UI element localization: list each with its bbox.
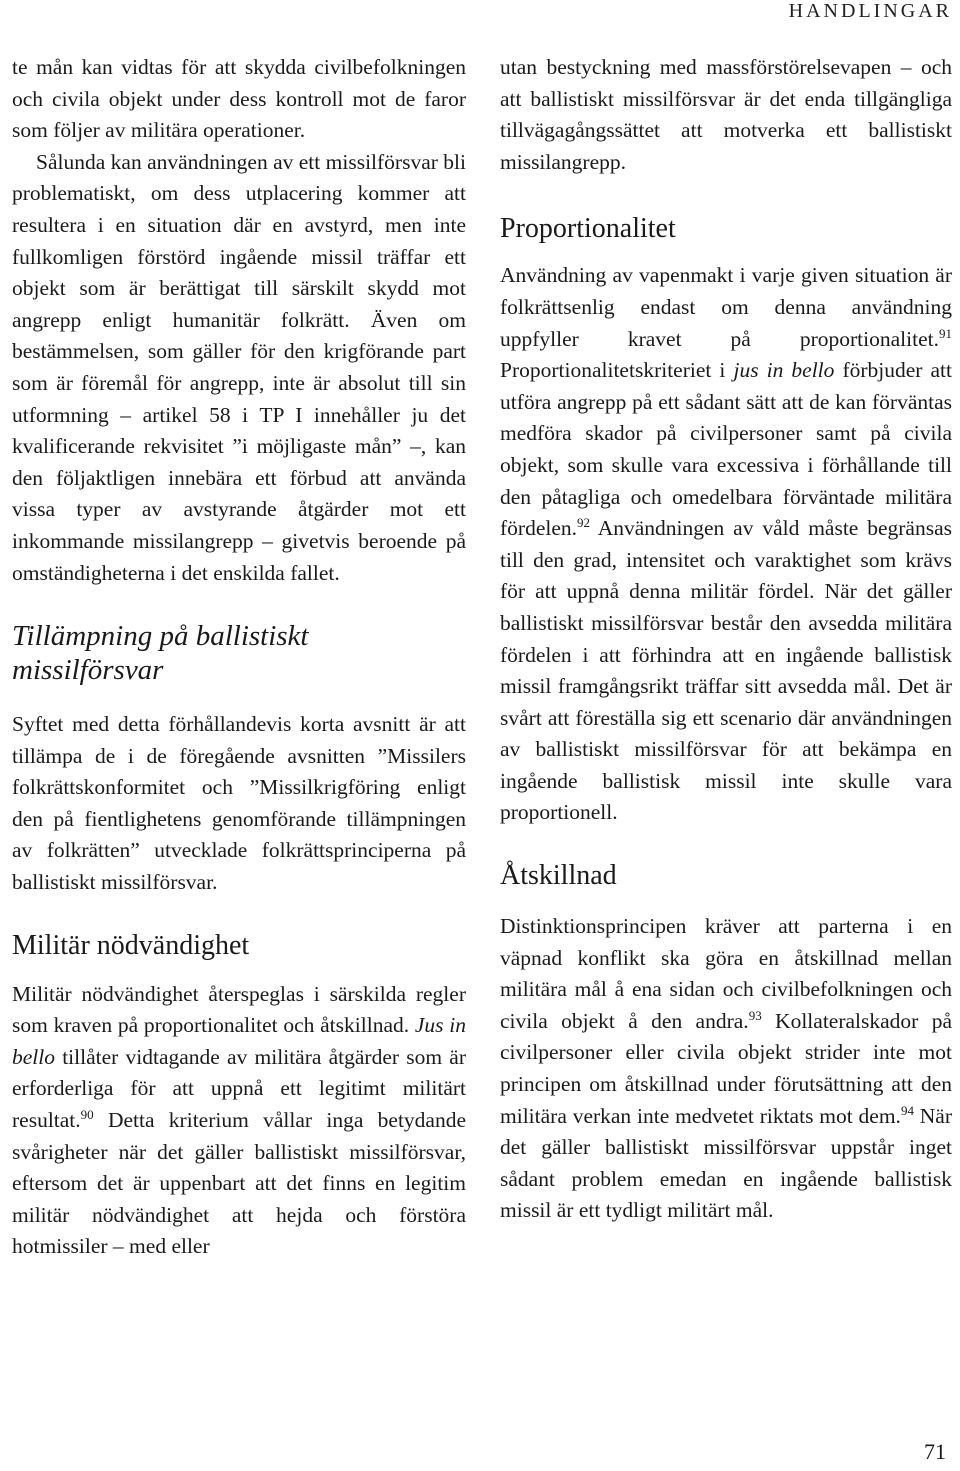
paragraph xyxy=(500,911,952,1227)
footnote-ref[interactable]: 92 xyxy=(577,514,591,530)
right-column xyxy=(500,52,952,1227)
text-run: Kollateralskador på civilpersoner eller civila objekt strider inte mot principen om åtskillnad under förutsättning att den militära verkan inte medvetet riktats mot dem. xyxy=(500,1008,952,1128)
paragraph: Syftet med detta förhållandevis korta avsnitt är att tillämpa de i de föregående avsnitten ”Missilers folkrättskonformitet och ”Missilkrigföring enligt den på fientlighetens genomförande tillämpningen av folkrätten” utvecklade folkrättsprinciperna på ballistiskt missilförsvar. xyxy=(12,712,466,895)
text-run: tillåter vidtagande av militära åtgärder som är erforderliga för att uppnå ett legitimt militärt resultat. xyxy=(12,1044,466,1133)
text-run: När det gäller ballistiskt missilförsvar uppstår inget sådant problem emedan en ingående ballistisk missil är ett tydligt militärt mål. xyxy=(500,1103,952,1223)
footnote-ref[interactable]: 94 xyxy=(900,1102,914,1118)
footnote-ref[interactable]: 90 xyxy=(80,1106,94,1122)
text-run: Proportionalitetskriteriet i xyxy=(500,358,734,383)
paragraph: te mån kan vidtas för att skydda civilbefolkningen och civila objekt under dess kontroll mot de faror som följer av militära operationer. xyxy=(12,55,466,143)
paragraph xyxy=(500,260,952,829)
paragraph xyxy=(12,979,466,1263)
section-heading-military-necessity: Militär nödvändighet xyxy=(12,929,250,961)
text-run: Distinktionsprincipen kräver att parterna i en väpnad konflikt ska göra en åtskillnad mellan militära mål å ena sidan och civilbefolkningen och civila objekt å den andra. xyxy=(500,914,952,1033)
text-run: Militär nödvändighet återspeglas i särskilda regler som kraven på proportionalitet och åtskillnad. xyxy=(12,981,466,1038)
section-heading-application: Tillämpning på ballistiskt missilförsvar xyxy=(12,620,309,687)
footnote-ref[interactable]: 91 xyxy=(939,325,952,341)
paragraph: utan bestyckning med massförstörelsevapen – och att ballistiskt missilförsvar är det enda tillgängliga tillvägagångssättet att motverka ett ballistiskt missilangrepp. xyxy=(500,55,952,174)
italic-term: Jus in bello xyxy=(12,1013,467,1069)
paragraph: Sålunda kan användningen av ett missilförsvar bli problematiskt, om dess utplacering kommer att resultera i en situation där en avstyrd, men inte fullkomligen förstörd ingående missil träffar ett objekt som är berättigat till särskilt skydd mot angrepp enligt humanitär folkrätt. Även om bestämmelsen, som gäller för den krigförande part som är föremål för angrepp, inte är absolut till sin utformning – artikel 58 i TP I innehåller ju det kvalificerande rekvisitet ”i möjligaste mån” –, kan den följaktligen innebära ett förbud att använda vissa typer av avstyrande åtgärder mot ett inkommande missilangrepp – givetvis beroende på omständigheterna i det enskilda fallet. xyxy=(12,149,466,585)
section-heading-proportionality: Proportionalitet xyxy=(500,213,676,245)
text-run: Användningen av våld måste begränsas till den grad, intensitet och varaktighet som krävs för att uppnå denna militär fördel. När det gäller ballistiskt missilförsvar består den avsedda militära fördelen i att förhindra att en ingående ballistisk missil framgångsrikt träffar sitt avsedda mål. Det är svårt att föreställa sig ett scenario där användningen av ballistiskt missilförsvar för att bekämpa en ingående ballistisk missil inte skulle vara proportionell. xyxy=(500,516,952,825)
text-run: Användning av vapenmakt i varje given situation är folkrättsenlig endast om denna användning uppfyller kravet på proportionalitet. xyxy=(500,263,952,351)
page-number: 71 xyxy=(924,1439,946,1464)
left-column xyxy=(12,52,466,1263)
italic-term: jus in bello xyxy=(733,358,835,383)
text-run: förbjuder att utföra angrepp på ett sådant sätt att de kan förväntas medföra skador på civilpersoner samt på civila objekt, som skulle vara excessiva i förhållande till den påtagliga och omedelbara förväntade militära fördelen. xyxy=(500,358,952,541)
text-run: Detta kriterium vållar inga betydande svårigheter när det gäller ballistiskt missilförsvar, eftersom det är uppenbart att det finns en legitim militär nödvändighet att hejda och förstöra hotmissiler – med eller xyxy=(12,1108,466,1259)
footnote-ref[interactable]: 93 xyxy=(748,1007,762,1023)
section-heading-distinction: Åtskillnad xyxy=(500,860,617,892)
running-header: HANDLINGAR xyxy=(788,0,952,22)
